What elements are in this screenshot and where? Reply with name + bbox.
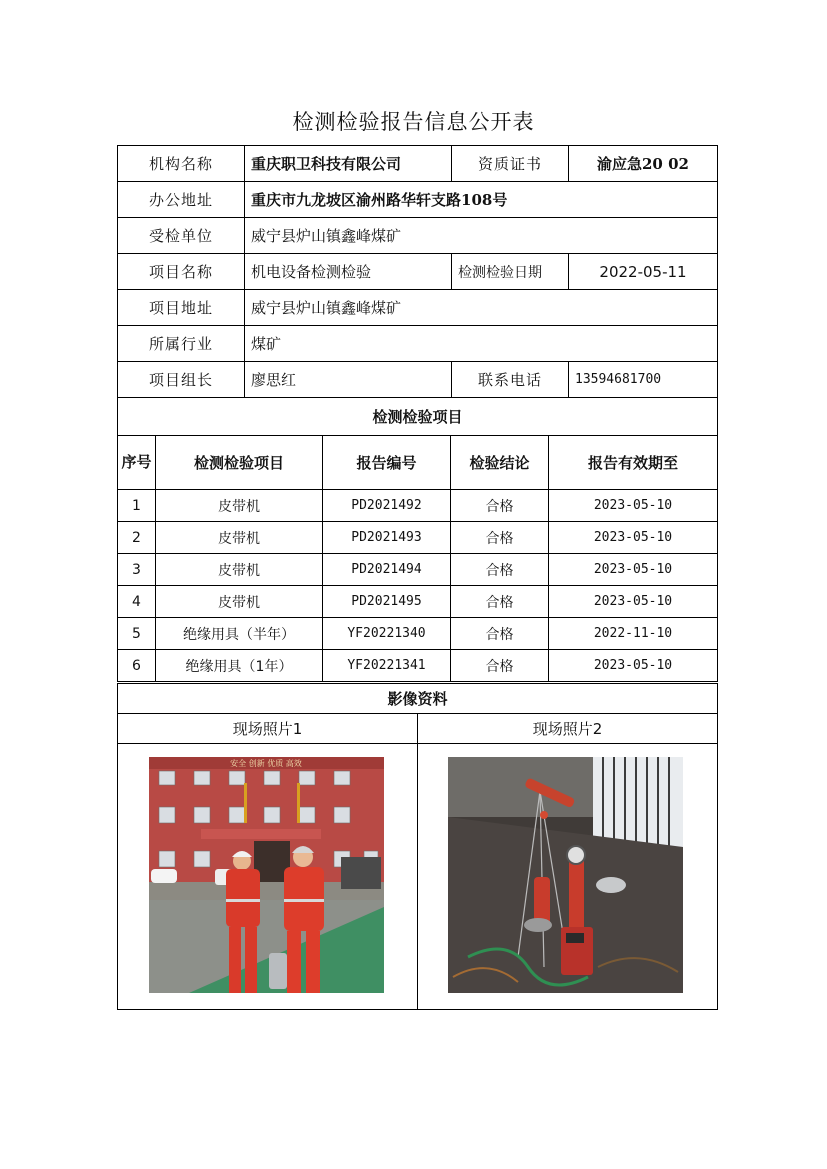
info-row-client	[118, 218, 718, 254]
address-label: 办公地址	[118, 182, 245, 218]
info-row-project	[118, 254, 718, 290]
row-no: 6	[118, 650, 156, 682]
header-no: 序号	[118, 436, 156, 490]
address-value: 重庆市九龙坡区渝州路华轩支路108号	[245, 182, 718, 218]
row-result: 合格	[451, 554, 549, 586]
header-report: 报告编号	[323, 436, 451, 490]
row-valid: 2023-05-10	[549, 522, 718, 554]
row-valid: 2023-05-10	[549, 650, 718, 682]
row-item: 绝缘用具（1年）	[156, 650, 323, 682]
header-valid: 报告有效期至	[549, 436, 718, 490]
client-label: 受检单位	[118, 218, 245, 254]
items-table	[117, 435, 718, 682]
project-address-value: 威宁县炉山镇鑫峰煤矿	[245, 290, 718, 326]
table-row	[118, 554, 718, 586]
org-value: 重庆职卫科技有限公司	[245, 146, 452, 182]
info-table	[117, 145, 718, 436]
row-item: 皮带机	[156, 522, 323, 554]
table-row	[118, 650, 718, 682]
row-no: 1	[118, 490, 156, 522]
table-row	[118, 618, 718, 650]
date-label: 检测检验日期	[452, 254, 569, 290]
project-address-label: 项目地址	[118, 290, 245, 326]
row-item: 皮带机	[156, 554, 323, 586]
items-header-row	[118, 436, 718, 490]
row-result: 合格	[451, 522, 549, 554]
row-report: YF20221340	[323, 618, 451, 650]
row-no: 5	[118, 618, 156, 650]
info-row-industry	[118, 326, 718, 362]
photo1-banner: 安全 创新 优质 高效	[230, 759, 302, 768]
row-item: 皮带机	[156, 490, 323, 522]
photo2-label: 现场照片2	[418, 714, 718, 744]
items-section-row	[118, 398, 718, 436]
site-photo-2	[448, 757, 683, 993]
info-row-project-address	[118, 290, 718, 326]
date-value: 2022-05-11	[569, 254, 718, 290]
row-item: 绝缘用具（半年）	[156, 618, 323, 650]
row-result: 合格	[451, 586, 549, 618]
photos-section-row	[118, 684, 718, 714]
leader-value: 廖思红	[245, 362, 452, 398]
row-valid: 2022-11-10	[549, 618, 718, 650]
header-result: 检验结论	[451, 436, 549, 490]
cert-value: 渝应急20 02	[569, 146, 718, 182]
site-photo-1	[149, 757, 384, 993]
row-report: PD2021495	[323, 586, 451, 618]
row-report: YF20221341	[323, 650, 451, 682]
row-no: 3	[118, 554, 156, 586]
photos-section-title: 影像资料	[118, 684, 718, 714]
row-no: 4	[118, 586, 156, 618]
page-title: 检测检验报告信息公开表	[292, 110, 535, 134]
project-label: 项目名称	[118, 254, 245, 290]
client-value: 威宁县炉山镇鑫峰煤矿	[245, 218, 718, 254]
items-section-title: 检测检验项目	[118, 398, 718, 436]
info-row-leader	[118, 362, 718, 398]
header-item: 检测检验项目	[156, 436, 323, 490]
project-value: 机电设备检测检验	[245, 254, 452, 290]
row-valid: 2023-05-10	[549, 554, 718, 586]
phone-label: 联系电话	[452, 362, 569, 398]
row-item: 皮带机	[156, 586, 323, 618]
table-row	[118, 586, 718, 618]
info-row-org	[118, 146, 718, 182]
photos-label-row	[118, 714, 718, 744]
industry-value: 煤矿	[245, 326, 718, 362]
cert-label: 资质证书	[452, 146, 569, 182]
org-label: 机构名称	[118, 146, 245, 182]
row-valid: 2023-05-10	[549, 490, 718, 522]
row-report: PD2021492	[323, 490, 451, 522]
row-result: 合格	[451, 650, 549, 682]
row-valid: 2023-05-10	[549, 586, 718, 618]
row-report: PD2021493	[323, 522, 451, 554]
photo1-label: 现场照片1	[118, 714, 418, 744]
table-row	[118, 490, 718, 522]
phone-value: 13594681700	[569, 362, 718, 398]
table-row	[118, 522, 718, 554]
row-no: 2	[118, 522, 156, 554]
row-report: PD2021494	[323, 554, 451, 586]
industry-label: 所属行业	[118, 326, 245, 362]
leader-label: 项目组长	[118, 362, 245, 398]
row-result: 合格	[451, 618, 549, 650]
info-row-address	[118, 182, 718, 218]
row-result: 合格	[451, 490, 549, 522]
